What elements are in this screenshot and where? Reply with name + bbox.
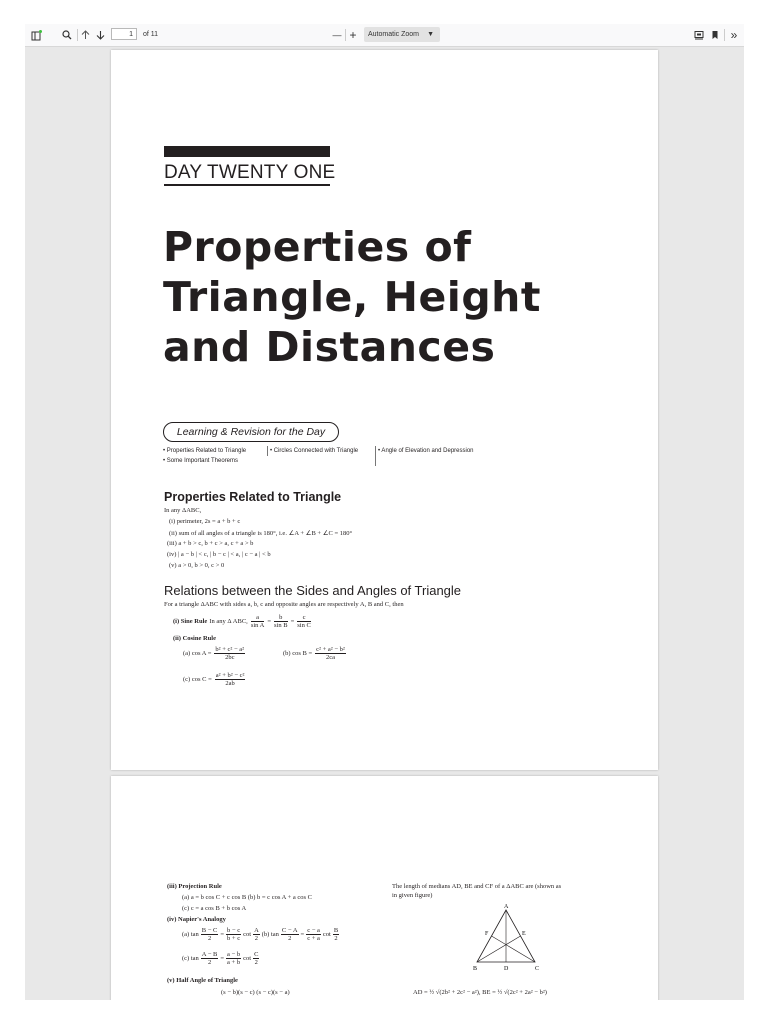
medians-formula: AD = ½ √(2b² + 2c² − a²), BE = ½ √(2c² + 2a² − b²) (413, 989, 547, 996)
topic-item: • Some Important Theorems (163, 458, 239, 464)
day-underline (164, 184, 330, 186)
property-item: (iii) a + b > c, b + c > a, c + a > b (167, 540, 254, 547)
vertex-c-label: C (535, 966, 540, 972)
page-number-input[interactable]: 1 (111, 28, 137, 40)
napier-row-2: (c) tan $\frac{A - B}{2}$ = $\frac{a - b}{a + b}$ cot $\frac{C}{2}$ (182, 951, 259, 966)
property-item: (v) a > 0, b > 0, c > 0 (169, 562, 225, 569)
search-icon[interactable] (60, 28, 74, 42)
medians-text: The length of medians AD, BE and CF of a ΔABC are (shown as (392, 883, 562, 890)
sine-rule-label: (i) Sine Rule (173, 618, 208, 625)
relations-intro: For a triangle ΔABC with sides a, b, c and opposite angles are respectively A, B and C, then (164, 601, 404, 608)
topic-item: • Circles Connected with Triangle (270, 448, 359, 454)
chevron-down-icon: ▼ (427, 31, 434, 38)
next-page-icon[interactable] (94, 28, 106, 42)
title-line-3: and Distances (163, 323, 496, 371)
sine-rule: (i) Sine Rule In any Δ ABC, $\frac{a}{\text{sin A}}$ = $\frac{b}{\text{sin B}}$ = $\frac{c}{\text{sin C}}$ (173, 614, 311, 629)
median-triangle-figure (471, 904, 541, 974)
projection-rule-c: (c) c = a cos B + b cos A (182, 905, 247, 912)
sine-rule-text: In any Δ ABC, (209, 618, 248, 625)
napier-row-1: (a) tan $\frac{B - C}{2}$ = $\frac{b - c}{b + c}$ cot $\frac{A}{2}$ (b) tan $\frac{C - A}{2}$ = $\frac{c - a}{c + a}$ cot $\frac{B}{2}$ (182, 927, 339, 942)
sine-fraction: $\frac{b}{\text{sin B}}$ (274, 614, 288, 629)
topic-item: • Properties Related to Triangle (163, 448, 247, 454)
projection-rule-a: (a) a = b cos C + c cos B (b) b = c cos A + a cos C (182, 894, 313, 901)
previous-page-icon[interactable] (79, 28, 91, 42)
property-item: (ii) sum of all angles of a triangle is 180°, i.e. ∠A + ∠B + ∠C = 180° (169, 530, 353, 537)
zoom-out-button[interactable]: — (332, 30, 342, 40)
sine-fraction: $\frac{c}{\text{sin C}}$ (297, 614, 311, 629)
sidebar-toggle-icon[interactable] (29, 28, 43, 42)
vertex-b-label: B (473, 966, 478, 972)
zoom-select-value: Automatic Zoom (368, 31, 419, 38)
napier-label: (iv) Napier's Analogy (167, 916, 226, 923)
title-line-2: Triangle, Height (163, 273, 541, 321)
section-heading-relations: Relations between the Sides and Angles of Triangle (164, 583, 462, 598)
cosine-c: (c) cos C = $\frac{\text{a² + b² − c²}}{2ab}$ (183, 672, 245, 687)
property-item: (i) perimeter, 2s = a + b + c (169, 518, 241, 525)
topic-item: • Angle of Elevation and Depression (378, 448, 474, 454)
revision-pill: Learning & Revision for the Day (163, 422, 339, 442)
sine-fraction: $\frac{a}{\text{sin A}}$ (250, 614, 265, 629)
midpoint-e-label: E (522, 931, 526, 937)
half-angle-label: (v) Half Angle of Triangle (167, 977, 238, 984)
in-any-text: In any ΔABC, (164, 507, 202, 514)
cosine-rule-label: (ii) Cosine Rule (173, 635, 216, 642)
cosine-a: (a) cos A = $\frac{\text{b² + c² − a²}}{2bc}$ (183, 646, 245, 661)
zoom-in-button[interactable]: + (349, 28, 357, 42)
median-be (477, 936, 521, 962)
chapter-title (163, 222, 541, 372)
property-item: (iv) | a − b | < c, | b − c | < a, | c − a | < b (167, 551, 271, 558)
half-angle-partial: (s − b)(s − c) (s − c)(s − a) (221, 989, 290, 996)
projection-rule-label: (iii) Projection Rule (167, 883, 222, 890)
cosine-b: (b) cos B = $\frac{\text{c² + a² − b²}}{2ca}$ (283, 646, 345, 661)
pdf-viewer (25, 24, 744, 1000)
bookmark-icon[interactable] (709, 28, 721, 42)
page-count: of 11 (143, 31, 159, 38)
midpoint-d-label: D (504, 966, 509, 972)
day-label: DAY TWENTY ONE (164, 162, 336, 183)
pdf-page-2 (111, 776, 658, 1000)
median-cf (492, 936, 536, 962)
medians-text: in given figure) (392, 892, 433, 899)
tools-menu-button[interactable]: » (730, 28, 738, 42)
day-rule-bar (164, 146, 330, 157)
vertex-a-label: A (504, 904, 509, 910)
viewer-toolbar (25, 24, 744, 47)
zoom-select[interactable] (364, 27, 440, 42)
title-line-1: Properties of (163, 223, 472, 271)
pdf-page-1 (111, 50, 658, 770)
midpoint-f-label: F (485, 931, 489, 937)
section-heading-properties: Properties Related to Triangle (164, 490, 342, 504)
present-icon[interactable] (693, 28, 705, 42)
